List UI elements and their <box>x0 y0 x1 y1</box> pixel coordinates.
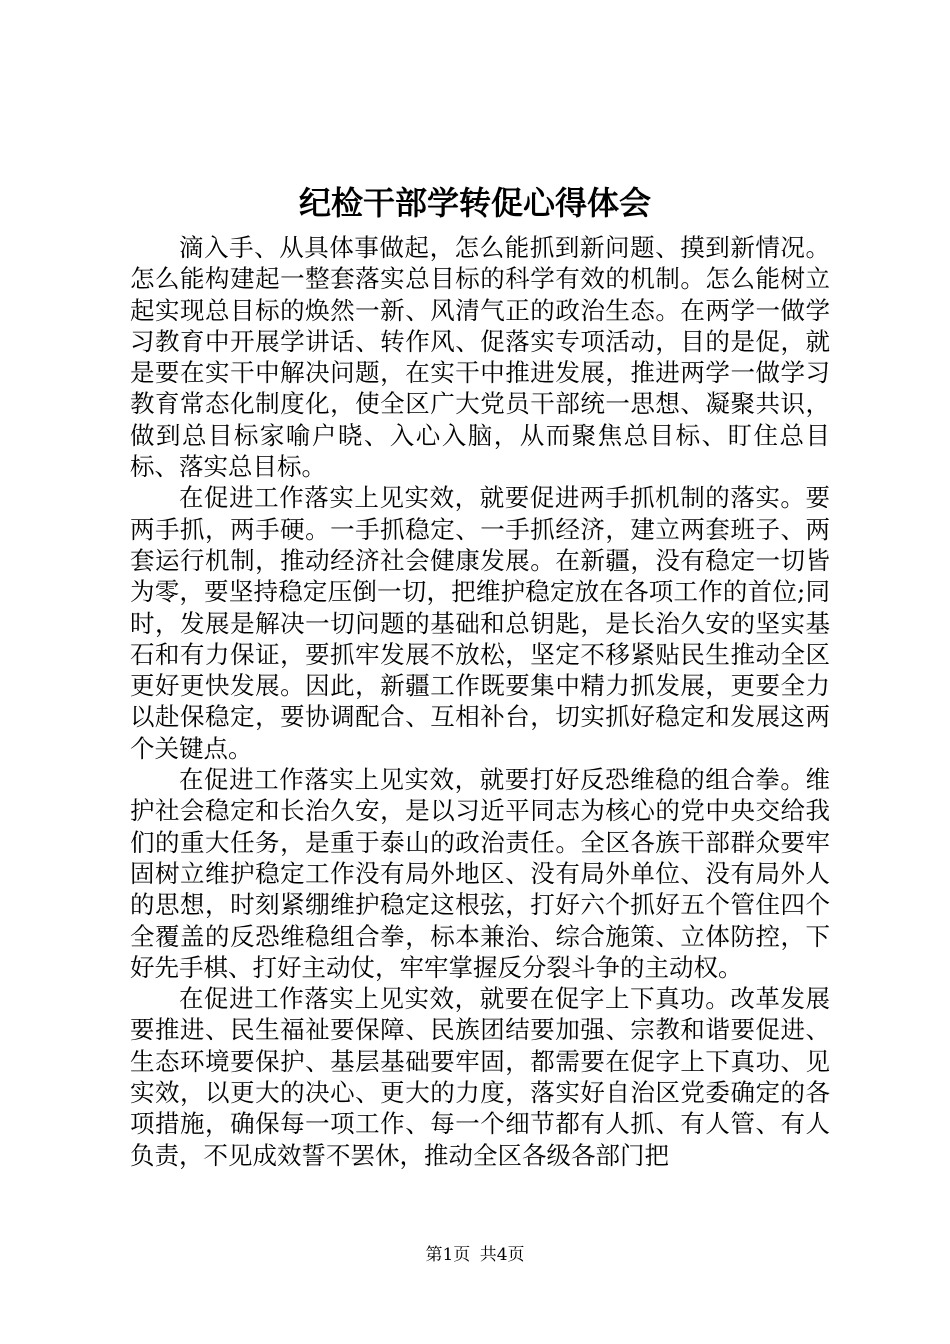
document-body <box>130 232 830 1171</box>
page-total: 共4页 <box>479 1245 525 1265</box>
document-title: 纪检干部学转促心得体会 <box>298 184 651 222</box>
paragraph-3: 在促进工作落实上见实效，就要打好反恐维稳的组合拳。维护社会稳定和长治久安，是以习近平同志为核心的党中央交给我们的重大任务，是重于泰山的政治责任。全区各族干部群众要牢固树立维护稳定工作没有局外地区、没有局外单位、没有局外人的思想，时刻紧绷维护稳定这根弦，打好六个抓好五个管住四个全覆盖的反恐维稳组合拳，标本兼治、综合施策、立体防控，下好先手棋、打好主动仗，牢牢掌握反分裂斗争的主动权。 <box>130 765 830 982</box>
page-number: 第1页 <box>425 1245 471 1265</box>
paragraph-1: 滴入手、从具体事做起，怎么能抓到新问题、摸到新情况。怎么能构建起一整套落实总目标的科学有效的机制。怎么能树立起实现总目标的焕然一新、风清气正的政治生态。在两学一做学习教育中开展学讲话、转作风、促落实专项活动，目的是促，就是要在实干中解决问题，在实干中推进发展，推进两学一做学习教育常态化制度化，使全区广大党员干部统一思想、凝聚共识，做到总目标家喻户晓、入心入脑，从而聚焦总目标、盯住总目标、落实总目标。 <box>130 233 830 482</box>
paragraph-4: 在促进工作落实上见实效，就要在促字上下真功。改革发展要推进、民生福祉要保障、民族团结要加强、宗教和谐要促进、生态环境要保护、基层基础要牢固，都需要在促字上下真功、见实效，以更大的决心、更大的力度，落实好自治区党委确定的各项措施，确保每一项工作、每一个细节都有人抓、有人管、有人负责，不见成效誓不罢休，推动全区各级各部门把 <box>130 984 830 1170</box>
page-footer <box>0 1244 950 1266</box>
paragraph-2: 在促进工作落实上见实效，就要促进两手抓机制的落实。要两手抓，两手硬。一手抓稳定、一手抓经济，建立两套班子、两套运行机制，推动经济社会健康发展。在新疆，没有稳定一切皆为零，要坚持稳定压倒一切，把维护稳定放在各项工作的首位;同时，发展是解决一切问题的基础和总钥匙，是长治久安的坚实基石和有力保证，要抓牢发展不放松，坚定不移紧贴民生推动全区更好更快发展。因此，新疆工作既要集中精力抓发展，更要全力以赴保稳定，要协调配合、互相补台，切实抓好稳定和发展这两个关键点。 <box>130 483 830 763</box>
